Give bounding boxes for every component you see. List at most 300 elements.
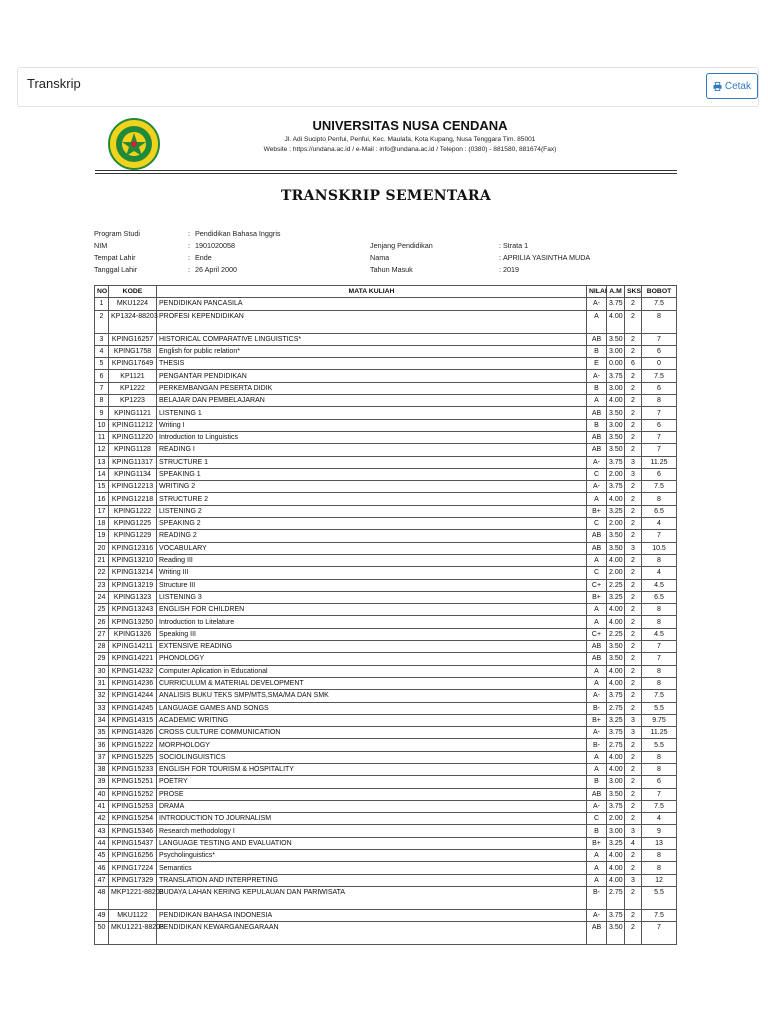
cell-bobot: 8	[642, 677, 677, 689]
cell-mata-kuliah: CROSS CULTURE COMMUNICATION	[157, 727, 587, 739]
cell-kode: KPING13219	[109, 579, 157, 591]
cell-am: 2.00	[607, 518, 625, 530]
cell-no: 50	[95, 922, 109, 945]
table-row	[95, 518, 677, 530]
cell-no: 10	[95, 419, 109, 431]
cell-mata-kuliah: Structure III	[157, 579, 587, 591]
cell-no: 31	[95, 677, 109, 689]
cell-nilai: A	[587, 616, 607, 628]
cell-no: 32	[95, 690, 109, 702]
cell-bobot: 6	[642, 776, 677, 788]
cell-kode: KPING1134	[109, 468, 157, 480]
cell-bobot: 8	[642, 665, 677, 677]
cell-mata-kuliah: LANGUAGE GAMES AND SONGS	[157, 702, 587, 714]
table-row	[95, 419, 677, 431]
cell-am: 4.00	[607, 310, 625, 333]
cell-bobot: 7.5	[642, 800, 677, 812]
cell-no: 9	[95, 407, 109, 419]
cell-am: 3.50	[607, 542, 625, 554]
cell-am: 4.00	[607, 874, 625, 886]
label-tempat-lahir: Tempat Lahir	[94, 253, 136, 262]
cell-sks: 2	[625, 690, 642, 702]
table-row	[95, 628, 677, 640]
cell-bobot: 4	[642, 518, 677, 530]
printer-icon	[713, 82, 722, 91]
cell-no: 22	[95, 567, 109, 579]
cell-sks: 2	[625, 739, 642, 751]
cell-sks: 2	[625, 310, 642, 333]
cell-am: 3.50	[607, 444, 625, 456]
cell-nilai: AB	[587, 641, 607, 653]
cell-bobot: 0	[642, 358, 677, 370]
cell-nilai: AB	[587, 788, 607, 800]
table-row	[95, 690, 677, 702]
cell-mata-kuliah: WRITING 2	[157, 481, 587, 493]
cell-mata-kuliah: PHONOLOGY	[157, 653, 587, 665]
cell-am: 4.00	[607, 751, 625, 763]
cell-mata-kuliah: ENGLISH FOR TOURISM & HOSPITALITY	[157, 763, 587, 775]
cell-kode: KPING13210	[109, 554, 157, 566]
cell-am: 3.75	[607, 690, 625, 702]
cell-no: 27	[95, 628, 109, 640]
cell-bobot: 13	[642, 837, 677, 849]
table-row	[95, 530, 677, 542]
cell-sks: 2	[625, 505, 642, 517]
cell-sks: 2	[625, 641, 642, 653]
cell-mata-kuliah: Research methodology I	[157, 825, 587, 837]
cell-mata-kuliah: Speaking III	[157, 628, 587, 640]
cell-sks: 2	[625, 763, 642, 775]
cell-nilai: C	[587, 468, 607, 480]
cell-am: 3.25	[607, 714, 625, 726]
cell-bobot: 4.5	[642, 628, 677, 640]
cell-no: 47	[95, 874, 109, 886]
cell-nilai: B+	[587, 714, 607, 726]
cell-no: 13	[95, 456, 109, 468]
cell-kode: KPING1128	[109, 444, 157, 456]
cell-am: 3.75	[607, 909, 625, 921]
cell-kode: KPING12218	[109, 493, 157, 505]
cell-kode: KPING11212	[109, 419, 157, 431]
cell-am: 4.00	[607, 493, 625, 505]
cell-am: 2.75	[607, 739, 625, 751]
cell-bobot: 7.5	[642, 690, 677, 702]
cell-mata-kuliah: BUDAYA LAHAN KERING KEPULAUAN DAN PARIWISATA	[157, 886, 587, 909]
cell-sks: 2	[625, 493, 642, 505]
cell-mata-kuliah: PENGANTAR PENDIDIKAN	[157, 370, 587, 382]
sep: :	[188, 253, 190, 262]
print-button[interactable]	[706, 73, 758, 99]
cell-sks: 2	[625, 788, 642, 800]
cell-mata-kuliah: LANGUAGE TESTING AND EVALUATION	[157, 837, 587, 849]
cell-nilai: A-	[587, 800, 607, 812]
cell-mata-kuliah: SPEAKING 2	[157, 518, 587, 530]
cell-nilai: C+	[587, 628, 607, 640]
cell-mata-kuliah: LISTENING 2	[157, 505, 587, 517]
cell-no: 40	[95, 788, 109, 800]
cell-mata-kuliah: VOCABULARY	[157, 542, 587, 554]
cell-kode: MKU1122	[109, 909, 157, 921]
cell-kode: KPING1121	[109, 407, 157, 419]
cell-bobot: 6.5	[642, 505, 677, 517]
cell-kode: KPING14221	[109, 653, 157, 665]
cell-am: 3.50	[607, 530, 625, 542]
cell-nilai: AB	[587, 922, 607, 945]
cell-mata-kuliah: BELAJAR DAN PEMBELAJARAN	[157, 395, 587, 407]
cell-kode: KPING17649	[109, 358, 157, 370]
table-row	[95, 345, 677, 357]
cell-bobot: 7	[642, 641, 677, 653]
cell-kode: KPING16257	[109, 333, 157, 345]
cell-am: 3.50	[607, 922, 625, 945]
cell-kode: KPING16256	[109, 850, 157, 862]
cell-am: 2.00	[607, 468, 625, 480]
cell-no: 25	[95, 604, 109, 616]
cell-mata-kuliah: HISTORICAL COMPARATIVE LINGUISTICS*	[157, 333, 587, 345]
table-row	[95, 702, 677, 714]
value-nim: 1901020058	[195, 241, 235, 250]
cell-kode: KP1223	[109, 395, 157, 407]
cell-no: 20	[95, 542, 109, 554]
cell-nilai: AB	[587, 542, 607, 554]
cell-am: 2.25	[607, 579, 625, 591]
cell-nilai: A-	[587, 456, 607, 468]
cell-kode: KPING14236	[109, 677, 157, 689]
cell-sks: 2	[625, 382, 642, 394]
cell-nilai: A-	[587, 370, 607, 382]
cell-no: 3	[95, 333, 109, 345]
cell-bobot: 12	[642, 874, 677, 886]
cell-bobot: 7.5	[642, 370, 677, 382]
cell-kode: KPING1229	[109, 530, 157, 542]
cell-am: 4.00	[607, 677, 625, 689]
cell-am: 4.00	[607, 763, 625, 775]
cell-bobot: 6	[642, 382, 677, 394]
cell-bobot: 8	[642, 751, 677, 763]
cell-sks: 2	[625, 813, 642, 825]
cell-sks: 2	[625, 333, 642, 345]
cell-mata-kuliah: EXTENSIVE READING	[157, 641, 587, 653]
cell-am: 3.00	[607, 345, 625, 357]
table-header-row	[95, 286, 677, 298]
header-rule-thick	[95, 170, 677, 171]
cell-no: 42	[95, 813, 109, 825]
cell-sks: 2	[625, 591, 642, 603]
label-nama: Nama	[370, 253, 390, 262]
cell-sks: 2	[625, 481, 642, 493]
header-nilai: NILAI	[587, 286, 607, 298]
cell-kode: KPING15233	[109, 763, 157, 775]
table-row	[95, 714, 677, 726]
cell-mata-kuliah: Introduction to Linguistics	[157, 431, 587, 443]
cell-nilai: A-	[587, 481, 607, 493]
cell-sks: 2	[625, 530, 642, 542]
cell-am: 0.00	[607, 358, 625, 370]
table-row	[95, 407, 677, 419]
cell-sks: 2	[625, 677, 642, 689]
cell-kode: MKU1224	[109, 298, 157, 310]
cell-nilai: B	[587, 382, 607, 394]
cell-mata-kuliah: ENGLISH FOR CHILDREN	[157, 604, 587, 616]
cell-am: 3.75	[607, 727, 625, 739]
cell-mata-kuliah: Computer Aplication in Educational	[157, 665, 587, 677]
cell-kode: KP1121	[109, 370, 157, 382]
cell-no: 5	[95, 358, 109, 370]
cell-am: 2.25	[607, 628, 625, 640]
cell-bobot: 8	[642, 850, 677, 862]
label-jenjang: Jenjang Pendidikan	[370, 241, 433, 250]
sep: :	[188, 229, 190, 238]
cell-kode: KPING14245	[109, 702, 157, 714]
cell-am: 4.00	[607, 395, 625, 407]
cell-nilai: B-	[587, 739, 607, 751]
cell-sks: 2	[625, 653, 642, 665]
table-row	[95, 813, 677, 825]
cell-sks: 2	[625, 850, 642, 862]
table-row	[95, 727, 677, 739]
cell-no: 43	[95, 825, 109, 837]
cell-nilai: AB	[587, 530, 607, 542]
cell-mata-kuliah: Introduction to Litelature	[157, 616, 587, 628]
value-tempat-lahir: Ende	[195, 253, 212, 262]
cell-no: 45	[95, 850, 109, 862]
cell-bobot: 7.5	[642, 909, 677, 921]
cell-kode: KPING1222	[109, 505, 157, 517]
table-row	[95, 382, 677, 394]
cell-nilai: A	[587, 751, 607, 763]
cell-no: 1	[95, 298, 109, 310]
cell-am: 3.50	[607, 333, 625, 345]
cell-nilai: A	[587, 850, 607, 862]
cell-mata-kuliah: PENDIDIKAN KEWARGANEGARAAN	[157, 922, 587, 945]
cell-kode: KPING13214	[109, 567, 157, 579]
cell-mata-kuliah: Semantics	[157, 862, 587, 874]
university-logo-icon	[108, 118, 160, 170]
cell-bobot: 7	[642, 922, 677, 945]
cell-kode: KPING15222	[109, 739, 157, 751]
cell-bobot: 8	[642, 493, 677, 505]
cell-nilai: A-	[587, 298, 607, 310]
cell-bobot: 7.5	[642, 298, 677, 310]
transkrip-header-card	[17, 67, 759, 107]
cell-sks: 2	[625, 604, 642, 616]
cell-mata-kuliah: THESIS	[157, 358, 587, 370]
cell-am: 3.25	[607, 837, 625, 849]
cell-sks: 2	[625, 665, 642, 677]
cell-mata-kuliah: STRUCTURE 1	[157, 456, 587, 468]
cell-sks: 3	[625, 456, 642, 468]
cell-nilai: A	[587, 554, 607, 566]
cell-bobot: 11.25	[642, 727, 677, 739]
cell-nilai: E	[587, 358, 607, 370]
label-tanggal-lahir: Tanggal Lahir	[94, 265, 138, 274]
table-row	[95, 542, 677, 554]
cell-no: 15	[95, 481, 109, 493]
header-mata-kuliah: MATA KULIAH	[157, 286, 587, 298]
cell-nilai: B	[587, 776, 607, 788]
cell-bobot: 8	[642, 862, 677, 874]
cell-am: 3.00	[607, 382, 625, 394]
cell-am: 2.00	[607, 567, 625, 579]
sep: :	[499, 241, 501, 250]
cell-no: 21	[95, 554, 109, 566]
value-jenjang: Strata 1	[503, 241, 529, 250]
cell-no: 26	[95, 616, 109, 628]
cell-no: 35	[95, 727, 109, 739]
cell-bobot: 8	[642, 554, 677, 566]
table-row	[95, 800, 677, 812]
cell-nilai: B-	[587, 702, 607, 714]
cell-no: 38	[95, 763, 109, 775]
table-row	[95, 567, 677, 579]
cell-nilai: B	[587, 345, 607, 357]
cell-am: 4.00	[607, 862, 625, 874]
cell-nilai: A	[587, 677, 607, 689]
table-row	[95, 751, 677, 763]
cell-sks: 2	[625, 345, 642, 357]
cell-nilai: B	[587, 825, 607, 837]
cell-bobot: 7	[642, 788, 677, 800]
cell-kode: KPING14232	[109, 665, 157, 677]
value-tanggal-lahir: 26 April 2000	[195, 265, 237, 274]
sep: :	[499, 265, 501, 274]
sep: :	[188, 265, 190, 274]
cell-no: 41	[95, 800, 109, 812]
cell-bobot: 9.75	[642, 714, 677, 726]
cell-am: 3.25	[607, 505, 625, 517]
cell-mata-kuliah: STRUCTURE 2	[157, 493, 587, 505]
cell-am: 3.00	[607, 419, 625, 431]
cell-no: 4	[95, 345, 109, 357]
cell-am: 3.00	[607, 825, 625, 837]
cell-bobot: 8	[642, 604, 677, 616]
cell-bobot: 6.5	[642, 591, 677, 603]
table-row	[95, 665, 677, 677]
table-row	[95, 653, 677, 665]
cell-am: 3.75	[607, 800, 625, 812]
cell-nilai: A	[587, 604, 607, 616]
cell-sks: 2	[625, 776, 642, 788]
cell-bobot: 4	[642, 813, 677, 825]
cell-am: 3.50	[607, 407, 625, 419]
cell-mata-kuliah: MORPHOLOGY	[157, 739, 587, 751]
table-row	[95, 370, 677, 382]
cell-no: 24	[95, 591, 109, 603]
cell-no: 49	[95, 909, 109, 921]
table-row	[95, 431, 677, 443]
cell-sks: 3	[625, 542, 642, 554]
table-row	[95, 909, 677, 921]
cell-bobot: 4	[642, 567, 677, 579]
header-sks: SKS	[625, 286, 642, 298]
table-row	[95, 298, 677, 310]
cell-am: 3.75	[607, 298, 625, 310]
cell-nilai: AB	[587, 431, 607, 443]
cell-mata-kuliah: Psycholinguistics*	[157, 850, 587, 862]
cell-bobot: 7	[642, 431, 677, 443]
cell-am: 3.00	[607, 776, 625, 788]
cell-bobot: 5.5	[642, 886, 677, 909]
cell-am: 4.00	[607, 604, 625, 616]
table-row	[95, 862, 677, 874]
cell-am: 2.75	[607, 886, 625, 909]
label-tahun-masuk: Tahun Masuk	[370, 265, 413, 274]
cell-mata-kuliah: TRANSLATION AND INTERPRETING	[157, 874, 587, 886]
cell-am: 4.00	[607, 665, 625, 677]
cell-no: 46	[95, 862, 109, 874]
cell-sks: 2	[625, 444, 642, 456]
cell-mata-kuliah: English for public relation*	[157, 345, 587, 357]
cell-mata-kuliah: READING I	[157, 444, 587, 456]
cell-nilai: A	[587, 862, 607, 874]
cell-sks: 2	[625, 616, 642, 628]
value-tahun-masuk: 2019	[503, 265, 519, 274]
cell-nilai: A-	[587, 727, 607, 739]
cell-kode: KP1222	[109, 382, 157, 394]
cell-no: 48	[95, 886, 109, 909]
table-row	[95, 837, 677, 849]
document-title: TRANSKRIP SEMENTARA	[280, 188, 492, 204]
table-row	[95, 874, 677, 886]
cell-mata-kuliah: PENDIDIKAN BAHASA INDONESIA	[157, 909, 587, 921]
cell-bobot: 11.25	[642, 456, 677, 468]
cell-sks: 2	[625, 431, 642, 443]
table-row	[95, 825, 677, 837]
table-row	[95, 554, 677, 566]
cell-sks: 2	[625, 886, 642, 909]
cell-kode: KPING14211	[109, 641, 157, 653]
cell-sks: 2	[625, 579, 642, 591]
table-row	[95, 468, 677, 480]
cell-nilai: A	[587, 493, 607, 505]
cell-am: 3.50	[607, 431, 625, 443]
cell-am: 4.00	[607, 616, 625, 628]
cell-mata-kuliah: ACADEMIC WRITING	[157, 714, 587, 726]
cell-no: 19	[95, 530, 109, 542]
table-row	[95, 456, 677, 468]
table-row	[95, 333, 677, 345]
cell-sks: 2	[625, 800, 642, 812]
table-row	[95, 886, 677, 909]
table-row	[95, 788, 677, 800]
cell-sks: 2	[625, 370, 642, 382]
cell-am: 3.75	[607, 370, 625, 382]
table-row	[95, 579, 677, 591]
sep: :	[499, 253, 501, 262]
cell-mata-kuliah: POETRY	[157, 776, 587, 788]
cell-mata-kuliah: PENDIDIKAN PANCASILA	[157, 298, 587, 310]
cell-mata-kuliah: Reading III	[157, 554, 587, 566]
cell-nilai: C	[587, 567, 607, 579]
cell-mata-kuliah: Writing III	[157, 567, 587, 579]
cell-kode: KPING14326	[109, 727, 157, 739]
table-row	[95, 763, 677, 775]
cell-sks: 2	[625, 567, 642, 579]
cell-nilai: AB	[587, 333, 607, 345]
cell-sks: 3	[625, 714, 642, 726]
cell-bobot: 10.5	[642, 542, 677, 554]
table-row	[95, 739, 677, 751]
university-address: Jl. Adi Sucipto Penfui, Penfui, Kec. Maulafa, Kota Kupang, Nusa Tenggara Tim. 85001	[284, 136, 536, 143]
cell-sks: 2	[625, 407, 642, 419]
cell-no: 34	[95, 714, 109, 726]
cell-am: 3.50	[607, 641, 625, 653]
table-row	[95, 481, 677, 493]
cell-no: 12	[95, 444, 109, 456]
cell-bobot: 7	[642, 653, 677, 665]
header-am: A.M	[607, 286, 625, 298]
cell-am: 2.75	[607, 702, 625, 714]
